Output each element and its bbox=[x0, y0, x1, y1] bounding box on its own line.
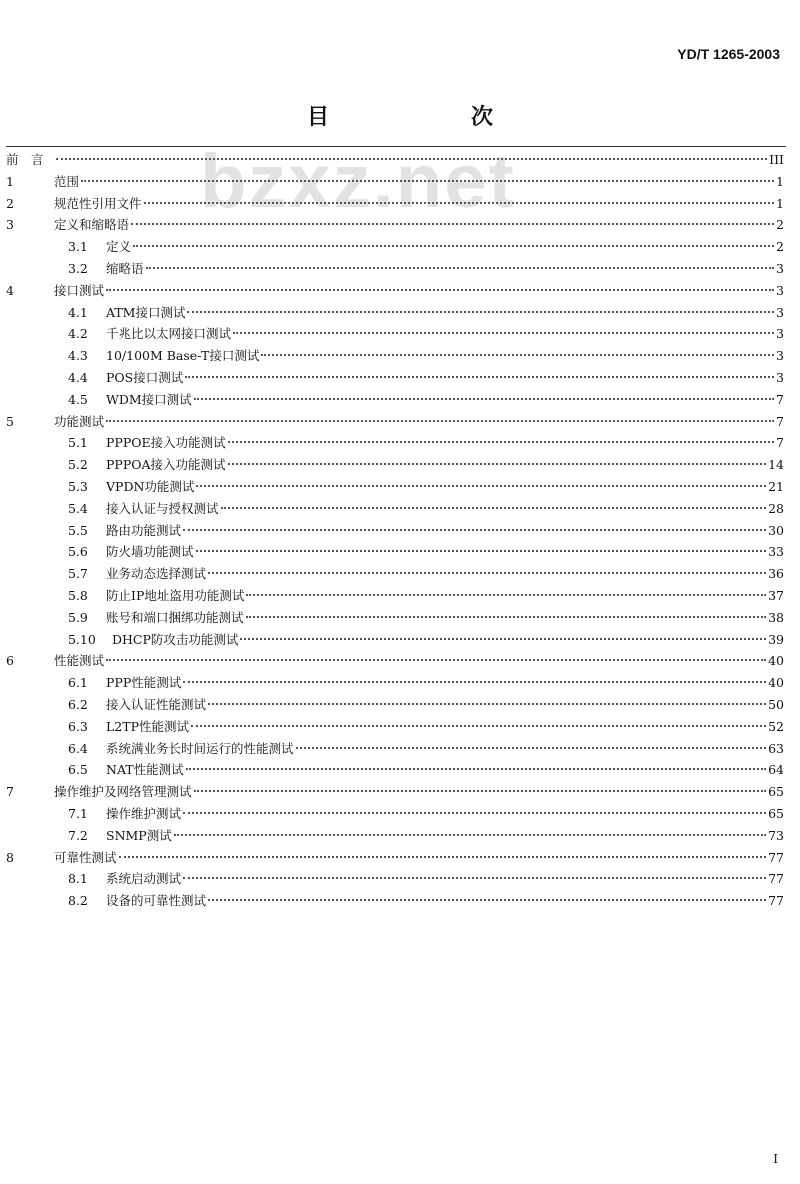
toc-entry[interactable] bbox=[6, 695, 784, 717]
toc-entry-title: PPPOA接入功能测试 bbox=[106, 457, 226, 473]
toc-entry[interactable] bbox=[6, 499, 784, 521]
toc-entry-page: 52 bbox=[768, 718, 784, 734]
leader-dots bbox=[196, 550, 767, 552]
toc-entry-page: 3 bbox=[776, 282, 784, 298]
toc-entry[interactable] bbox=[6, 390, 784, 412]
toc-entry-number: 前 言 bbox=[6, 152, 44, 167]
toc-entry-title: 可靠性测试 bbox=[54, 849, 117, 865]
toc-entry[interactable] bbox=[6, 717, 784, 739]
leader-dots bbox=[106, 659, 766, 661]
toc-entry-number: 8 bbox=[6, 849, 14, 865]
toc-entry[interactable] bbox=[6, 586, 784, 608]
toc-entry-title: 防止IP地址盗用功能测试 bbox=[106, 587, 245, 603]
watermark: bzxz.net bbox=[200, 139, 516, 224]
leader-dots bbox=[133, 245, 774, 247]
leader-dots bbox=[106, 289, 774, 291]
toc-entry-title: PPPOE接入功能测试 bbox=[106, 435, 226, 451]
toc-entry[interactable] bbox=[6, 215, 784, 237]
toc-entry[interactable] bbox=[6, 455, 784, 477]
toc-entry-title: 缩略语 bbox=[106, 260, 144, 276]
toc-entry-number: 5.6 bbox=[68, 544, 88, 560]
toc-entry-page: 36 bbox=[768, 566, 784, 582]
toc-entry-number: 7 bbox=[6, 784, 14, 800]
leader-dots bbox=[246, 594, 766, 596]
toc-entry-page: 63 bbox=[768, 740, 784, 756]
toc-entry-page: 3 bbox=[776, 369, 784, 385]
table-of-contents bbox=[6, 150, 784, 913]
toc-entry-page: 14 bbox=[768, 457, 784, 473]
toc-entry-number: 5.9 bbox=[68, 609, 88, 625]
toc-entry-page: 1 bbox=[776, 173, 784, 189]
toc-entry-number: 6 bbox=[6, 653, 14, 669]
toc-entry-page: 3 bbox=[776, 326, 784, 342]
toc-entry-page: 77 bbox=[768, 849, 784, 865]
leader-dots bbox=[196, 485, 766, 487]
toc-entry[interactable] bbox=[6, 848, 784, 870]
toc-entry-number: 3 bbox=[6, 217, 14, 233]
toc-entry[interactable] bbox=[6, 150, 784, 172]
toc-entry-number: 6.5 bbox=[68, 762, 88, 778]
leader-dots bbox=[119, 856, 767, 858]
toc-entry-number: 5.1 bbox=[68, 435, 88, 451]
toc-entry-title: 防火墙功能测试 bbox=[106, 544, 194, 560]
toc-entry-title: POS接口测试 bbox=[106, 369, 184, 385]
toc-entry[interactable] bbox=[6, 608, 784, 630]
toc-entry-number: 8.2 bbox=[68, 893, 88, 909]
toc-entry-title: 系统满业务长时间运行的性能测试 bbox=[106, 740, 294, 756]
toc-entry-title: 操作维护测试 bbox=[106, 805, 182, 821]
toc-entry-title: 设备的可靠性测试 bbox=[106, 893, 207, 909]
toc-entry[interactable] bbox=[6, 760, 784, 782]
toc-entry[interactable] bbox=[6, 826, 784, 848]
toc-entry[interactable] bbox=[6, 891, 784, 913]
toc-entry-title: 业务动态选择测试 bbox=[106, 566, 207, 582]
toc-entry[interactable] bbox=[6, 651, 784, 673]
toc-entry-page: 28 bbox=[768, 500, 784, 516]
toc-entry[interactable] bbox=[6, 412, 784, 434]
toc-entry-title: 性能测试 bbox=[54, 653, 105, 669]
toc-entry-number: 2 bbox=[6, 195, 14, 211]
toc-entry[interactable] bbox=[6, 804, 784, 826]
leader-dots bbox=[233, 332, 774, 334]
toc-entry-number: 4.2 bbox=[68, 326, 88, 342]
toc-entry-title: 定义和缩略语 bbox=[54, 217, 130, 233]
toc-entry-number: 7.1 bbox=[68, 805, 88, 821]
toc-entry-title: PPP性能测试 bbox=[106, 675, 182, 691]
toc-entry-title: DHCP防攻击功能测试 bbox=[112, 631, 239, 647]
divider bbox=[6, 146, 786, 147]
leader-dots bbox=[183, 877, 766, 879]
toc-entry-page: 50 bbox=[768, 696, 784, 712]
leader-dots bbox=[81, 180, 774, 182]
toc-entry[interactable] bbox=[6, 368, 784, 390]
toc-entry-number: 6.4 bbox=[68, 740, 88, 756]
toc-entry-title: WDM接口测试 bbox=[106, 391, 192, 407]
leader-dots bbox=[187, 311, 774, 313]
toc-entry-number: 5 bbox=[6, 413, 14, 429]
toc-entry[interactable] bbox=[6, 564, 784, 586]
toc-entry-page: 3 bbox=[776, 260, 784, 276]
toc-entry-number: 7.2 bbox=[68, 827, 88, 843]
toc-entry-number: 5.8 bbox=[68, 587, 88, 603]
toc-entry[interactable] bbox=[6, 194, 784, 216]
toc-entry[interactable] bbox=[6, 673, 784, 695]
leader-dots bbox=[228, 463, 767, 465]
toc-entry-title: L2TP性能测试 bbox=[106, 718, 190, 734]
toc-entry-page: III bbox=[769, 152, 784, 167]
toc-entry[interactable] bbox=[6, 346, 784, 368]
toc-entry-title: 范围 bbox=[54, 173, 80, 189]
toc-entry[interactable] bbox=[6, 869, 784, 891]
toc-entry-page: 2 bbox=[776, 217, 784, 233]
toc-entry[interactable] bbox=[6, 630, 784, 652]
leader-dots bbox=[185, 376, 774, 378]
toc-entry-number: 1 bbox=[6, 173, 14, 189]
toc-entry-number: 6.2 bbox=[68, 696, 88, 712]
leader-dots bbox=[261, 354, 774, 356]
toc-entry[interactable] bbox=[6, 477, 784, 499]
page-number: I bbox=[773, 1152, 778, 1166]
toc-entry-title: 规范性引用文件 bbox=[54, 195, 142, 211]
toc-entry-page: 30 bbox=[768, 522, 784, 538]
toc-entry-title: 账号和端口捆绑功能测试 bbox=[106, 609, 244, 625]
leader-dots bbox=[240, 638, 766, 640]
toc-entry[interactable] bbox=[6, 521, 784, 543]
toc-entry-page: 65 bbox=[768, 805, 784, 821]
leader-dots bbox=[208, 703, 766, 705]
toc-entry-number: 3.2 bbox=[68, 260, 88, 276]
toc-entry-number: 4.1 bbox=[68, 304, 88, 320]
toc-entry-title: 接入认证与授权测试 bbox=[106, 500, 219, 516]
toc-entry-title: VPDN功能测试 bbox=[106, 478, 195, 494]
toc-entry-title: ATM接口测试 bbox=[106, 304, 186, 320]
toc-entry-page: 73 bbox=[768, 827, 784, 843]
toc-entry-number: 5.4 bbox=[68, 500, 88, 516]
leader-dots bbox=[228, 441, 774, 443]
toc-entry-title: 10/100M Base-T接口测试 bbox=[106, 348, 260, 364]
toc-entry-page: 3 bbox=[776, 304, 784, 320]
toc-entry-number: 5.2 bbox=[68, 457, 88, 473]
toc-entry-title: 接入认证性能测试 bbox=[106, 696, 207, 712]
toc-entry[interactable] bbox=[6, 237, 784, 259]
leader-dots bbox=[146, 267, 774, 269]
toc-entry-page: 1 bbox=[776, 195, 784, 211]
toc-entry-title: 路由功能测试 bbox=[106, 522, 182, 538]
leader-dots bbox=[186, 768, 766, 770]
leader-dots bbox=[296, 747, 767, 749]
toc-entry-page: 77 bbox=[768, 871, 784, 887]
page-title: 目 次 bbox=[306, 104, 553, 130]
leader-dots bbox=[194, 398, 774, 400]
toc-entry-number: 5.7 bbox=[68, 566, 88, 582]
toc-entry[interactable] bbox=[6, 739, 784, 761]
toc-entry-page: 65 bbox=[768, 784, 784, 800]
toc-entry-number: 8.1 bbox=[68, 871, 88, 887]
toc-entry-number: 5.3 bbox=[68, 478, 88, 494]
leader-dots bbox=[221, 507, 767, 509]
leader-dots bbox=[183, 812, 766, 814]
toc-entry[interactable] bbox=[6, 172, 784, 194]
toc-entry-title: NAT性能测试 bbox=[106, 762, 184, 778]
toc-entry-page: 2 bbox=[776, 239, 784, 255]
toc-entry[interactable] bbox=[6, 782, 784, 804]
toc-entry-page: 7 bbox=[776, 413, 784, 429]
toc-entry-page: 37 bbox=[768, 587, 784, 603]
leader-dots bbox=[194, 790, 767, 792]
toc-entry-number: 6.3 bbox=[68, 718, 88, 734]
standard-code: YD/T 1265-2003 bbox=[677, 46, 780, 62]
leader-dots bbox=[246, 616, 767, 618]
toc-entry-page: 3 bbox=[776, 348, 784, 364]
leader-dots bbox=[183, 681, 766, 683]
leader-dots bbox=[106, 420, 774, 422]
toc-entry-page: 64 bbox=[768, 762, 784, 778]
toc-entry[interactable] bbox=[6, 281, 784, 303]
toc-entry-page: 33 bbox=[768, 544, 784, 560]
toc-entry-number: 6.1 bbox=[68, 675, 88, 691]
toc-entry[interactable] bbox=[6, 303, 784, 325]
toc-entry-title: SNMP测试 bbox=[106, 827, 172, 843]
toc-entry-page: 7 bbox=[776, 435, 784, 451]
toc-entry[interactable] bbox=[6, 433, 784, 455]
leader-dots bbox=[183, 529, 766, 531]
leader-dots bbox=[208, 899, 766, 901]
toc-entry-title: 千兆比以太网接口测试 bbox=[106, 326, 232, 342]
leader-dots bbox=[208, 572, 766, 574]
toc-entry-page: 39 bbox=[768, 631, 784, 647]
toc-entry-number: 4 bbox=[6, 282, 14, 298]
leader-dots bbox=[56, 158, 767, 160]
toc-entry-page: 38 bbox=[768, 609, 784, 625]
leader-dots bbox=[174, 834, 766, 836]
toc-entry-number: 3.1 bbox=[68, 239, 88, 255]
leader-dots bbox=[144, 202, 774, 204]
toc-entry-page: 7 bbox=[776, 391, 784, 407]
leader-dots bbox=[131, 223, 774, 225]
toc-entry-title: 系统启动测试 bbox=[106, 871, 182, 887]
toc-entry-title: 操作维护及网络管理测试 bbox=[54, 784, 192, 800]
toc-entry[interactable] bbox=[6, 259, 784, 281]
toc-entry-title: 接口测试 bbox=[54, 282, 105, 298]
toc-entry-number: 5.5 bbox=[68, 522, 88, 538]
toc-entry-title: 定义 bbox=[106, 239, 132, 255]
toc-entry-title: 功能测试 bbox=[54, 413, 105, 429]
toc-entry-number: 4.4 bbox=[68, 369, 88, 385]
toc-entry[interactable] bbox=[6, 542, 784, 564]
toc-entry-number: 4.5 bbox=[68, 391, 88, 407]
toc-entry-page: 40 bbox=[768, 675, 784, 691]
leader-dots bbox=[191, 725, 766, 727]
toc-entry[interactable] bbox=[6, 324, 784, 346]
toc-entry-page: 40 bbox=[768, 653, 784, 669]
toc-entry-page: 21 bbox=[768, 478, 784, 494]
toc-entry-page: 77 bbox=[768, 893, 784, 909]
toc-entry-number: 4.3 bbox=[68, 348, 88, 364]
toc-entry-number: 5.10 bbox=[68, 631, 96, 647]
